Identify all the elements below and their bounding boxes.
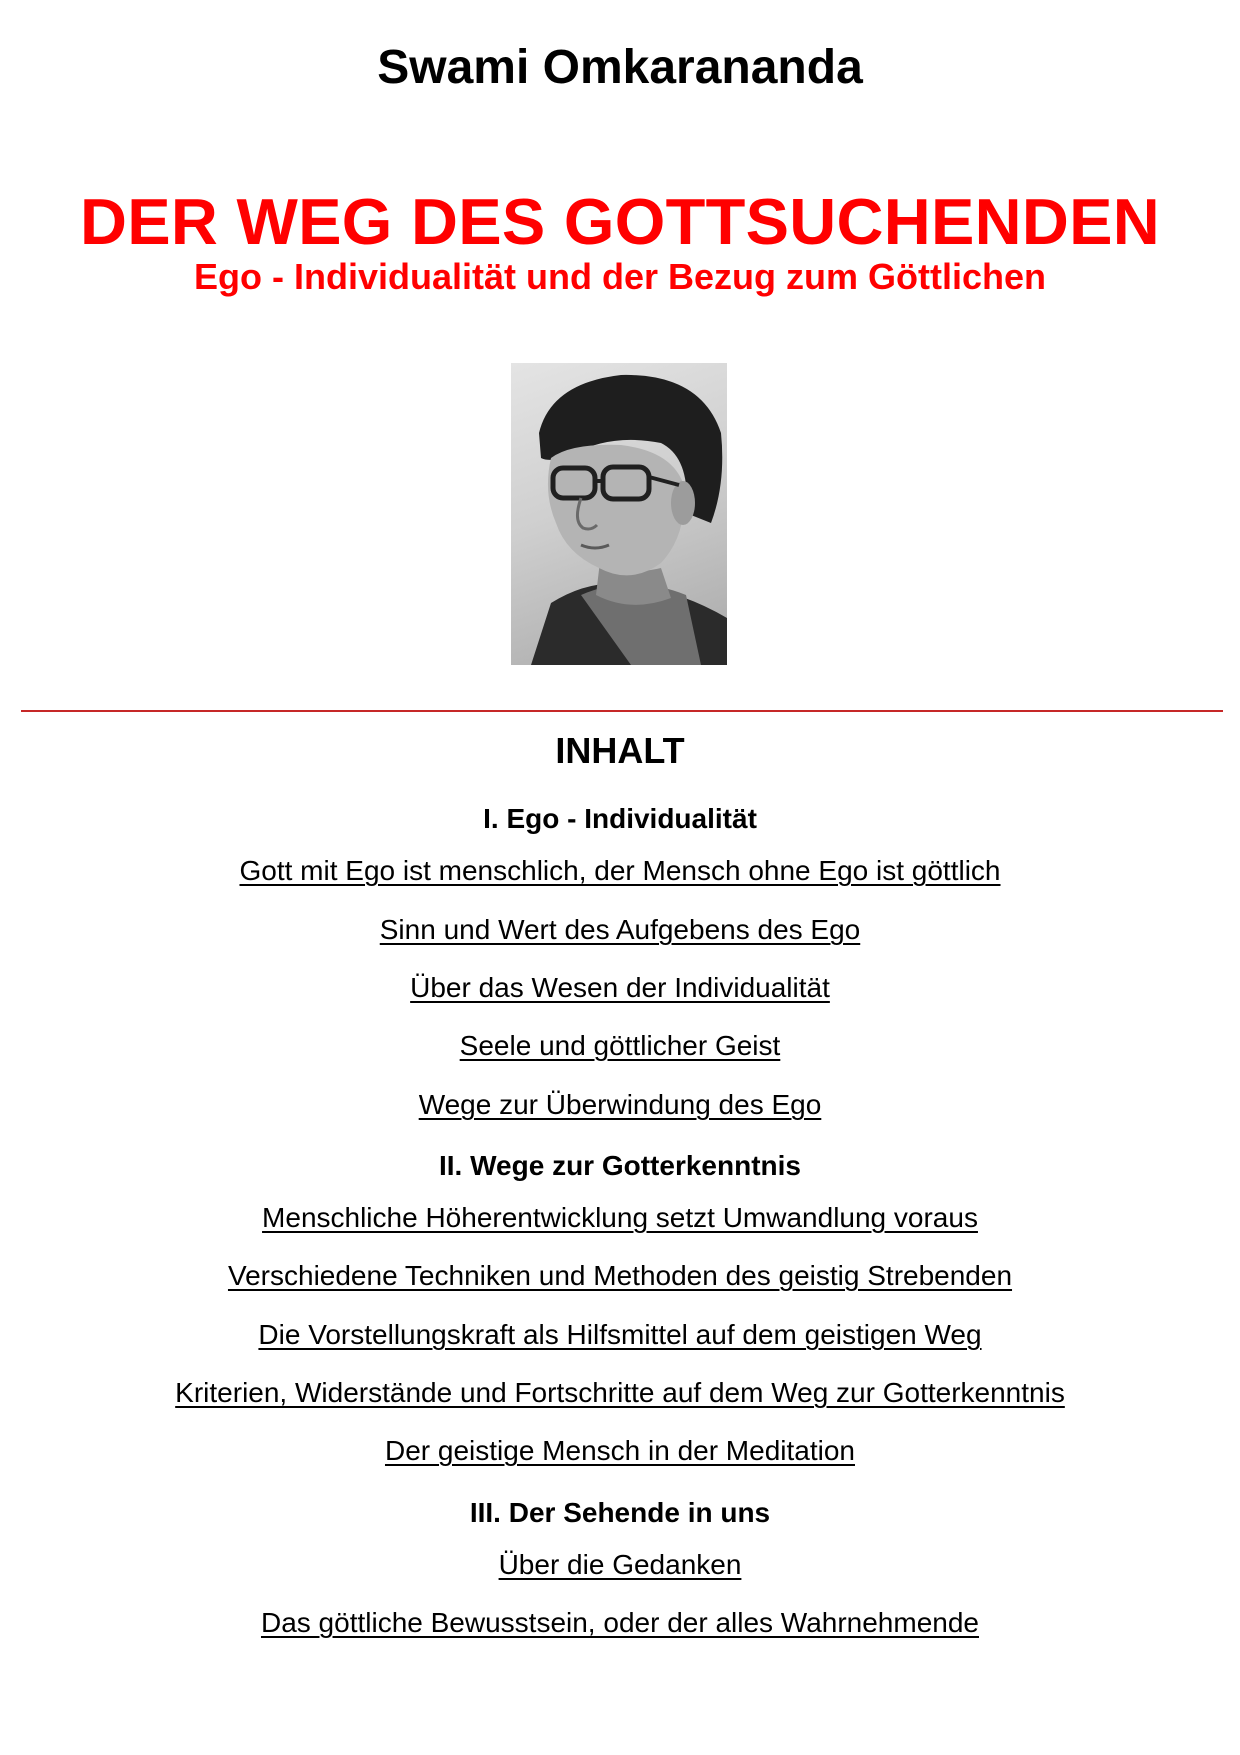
toc-link[interactable]: Seele und göttlicher Geist [459, 1030, 781, 1061]
toc-section-title: III. Der Sehende in uns [469, 1497, 771, 1528]
book-title: DER WEG DES GOTTSUCHENDEN [79, 185, 1161, 258]
toc-link[interactable]: Gott mit Ego ist menschlich, der Mensch ohne Ego ist göttlich [239, 855, 1001, 886]
toc-link[interactable]: Die Vorstellungskraft als Hilfsmittel auf dem geistigen Weg [258, 1319, 982, 1350]
toc-link[interactable]: Verschiedene Techniken und Methoden des geistig Strebenden [227, 1260, 1013, 1291]
toc-link[interactable]: Wege zur Überwindung des Ego [418, 1089, 822, 1120]
toc-link[interactable]: Über die Gedanken [498, 1549, 742, 1580]
author-portrait [511, 363, 727, 665]
toc-link[interactable]: Der geistige Mensch in der Meditation [384, 1435, 855, 1466]
toc-link[interactable]: Sinn und Wert des Aufgebens des Ego [379, 914, 861, 945]
book-subtitle: Ego - Individualität und der Bezug zum Göttlichen [194, 256, 1046, 297]
toc-link[interactable]: Über das Wesen der Individualität [410, 972, 830, 1003]
toc-section-title: I. Ego - Individualität [483, 803, 757, 834]
divider-rule [21, 710, 1223, 712]
toc-section-title: II. Wege zur Gotterkenntnis [439, 1150, 801, 1181]
toc-link[interactable]: Kriterien, Widerstände und Fortschritte auf dem Weg zur Gotterkenntnis [175, 1377, 1065, 1408]
toc-link[interactable]: Das göttliche Bewusstsein, oder der alles Wahrnehmende [260, 1607, 979, 1638]
toc-heading: INHALT [555, 730, 685, 771]
toc-link[interactable]: Menschliche Höherentwicklung setzt Umwandlung voraus [262, 1202, 978, 1233]
author-name: Swami Omkarananda [377, 41, 863, 94]
